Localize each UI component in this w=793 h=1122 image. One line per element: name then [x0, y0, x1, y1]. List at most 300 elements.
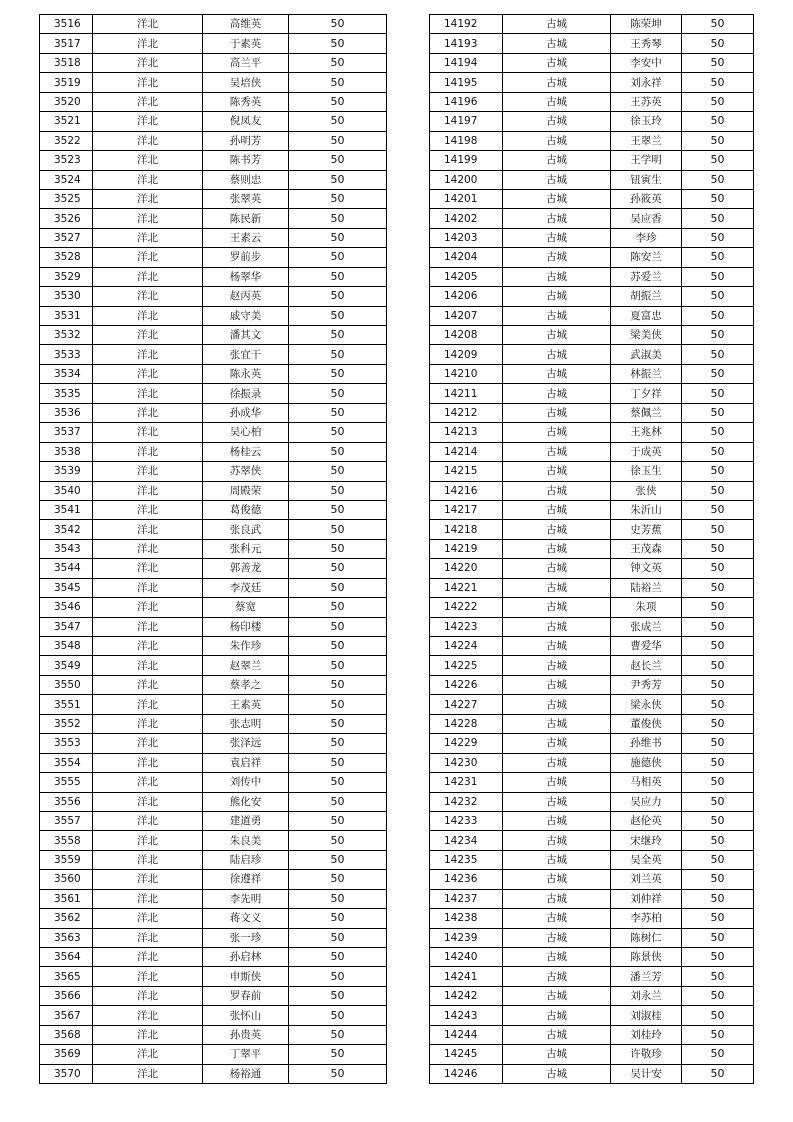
record-id: 14231 [430, 773, 503, 792]
person-name: 杨翠华 [203, 267, 289, 286]
table-row [430, 345, 754, 364]
region-cell: 洋北 [93, 364, 203, 383]
table-row [430, 734, 754, 753]
person-name: 高兰平 [203, 53, 289, 72]
region-cell: 古城 [503, 151, 611, 170]
record-id: 14201 [430, 189, 503, 208]
table-row [40, 909, 387, 928]
record-id: 14196 [430, 92, 503, 111]
record-id: 14202 [430, 209, 503, 228]
table-row [430, 228, 754, 247]
amount-cell: 50 [682, 637, 754, 656]
amount-cell: 50 [682, 364, 754, 383]
person-name: 陈秀英 [203, 92, 289, 111]
region-cell: 古城 [503, 287, 611, 306]
amount-cell: 50 [289, 92, 387, 111]
amount-cell: 50 [682, 811, 754, 830]
amount-cell: 50 [289, 734, 387, 753]
table-row [430, 831, 754, 850]
person-name: 王兆林 [611, 423, 682, 442]
record-id: 14211 [430, 384, 503, 403]
amount-cell: 50 [682, 73, 754, 92]
record-id: 3536 [40, 403, 93, 422]
region-cell: 洋北 [93, 306, 203, 325]
person-name: 王苏英 [611, 92, 682, 111]
region-cell: 古城 [503, 384, 611, 403]
region-cell: 洋北 [93, 928, 203, 947]
table-row [430, 870, 754, 889]
table-row [430, 617, 754, 636]
record-id: 14220 [430, 559, 503, 578]
person-name: 马相英 [611, 773, 682, 792]
record-id: 3518 [40, 53, 93, 72]
person-name: 徐玉玲 [611, 112, 682, 131]
record-id: 14219 [430, 539, 503, 558]
table-row [40, 423, 387, 442]
amount-cell: 50 [682, 442, 754, 461]
table-row [40, 1045, 387, 1064]
amount-cell: 50 [682, 112, 754, 131]
amount-cell: 50 [682, 500, 754, 519]
region-cell: 古城 [503, 520, 611, 539]
table-row [430, 1064, 754, 1083]
record-id: 3559 [40, 850, 93, 869]
person-name: 孙贵英 [203, 1025, 289, 1044]
record-id: 3542 [40, 520, 93, 539]
record-id: 14230 [430, 753, 503, 772]
person-name: 蔡则忠 [203, 170, 289, 189]
record-id: 14205 [430, 267, 503, 286]
table-row [430, 131, 754, 150]
amount-cell: 50 [289, 1006, 387, 1025]
person-name: 朱沂山 [611, 500, 682, 519]
person-name: 刘淑桂 [611, 1006, 682, 1025]
amount-cell: 50 [289, 986, 387, 1005]
amount-cell: 50 [682, 92, 754, 111]
region-cell: 古城 [503, 403, 611, 422]
amount-cell: 50 [682, 403, 754, 422]
region-cell: 洋北 [93, 92, 203, 111]
person-name: 徐玉生 [611, 462, 682, 481]
person-name: 赵丙英 [203, 287, 289, 306]
person-name: 潘兰芳 [611, 967, 682, 986]
table-row [430, 909, 754, 928]
amount-cell: 50 [682, 539, 754, 558]
record-id: 14218 [430, 520, 503, 539]
person-name: 刘传中 [203, 773, 289, 792]
person-name: 孙筱英 [611, 189, 682, 208]
region-cell: 洋北 [93, 384, 203, 403]
person-name: 董俊侠 [611, 714, 682, 733]
amount-cell: 50 [289, 34, 387, 53]
table-row [430, 209, 754, 228]
region-cell: 洋北 [93, 598, 203, 617]
region-cell: 洋北 [93, 34, 203, 53]
region-cell: 洋北 [93, 578, 203, 597]
table-row [40, 306, 387, 325]
table-row [40, 559, 387, 578]
record-id: 3550 [40, 675, 93, 694]
record-id: 14216 [430, 481, 503, 500]
record-id: 3544 [40, 559, 93, 578]
person-name: 吴计安 [611, 1064, 682, 1083]
region-cell: 古城 [503, 695, 611, 714]
record-id: 14215 [430, 462, 503, 481]
region-cell: 洋北 [93, 520, 203, 539]
table-row [430, 986, 754, 1005]
region-cell: 古城 [503, 326, 611, 345]
person-name: 葛俊德 [203, 500, 289, 519]
table-row [430, 850, 754, 869]
table-row [40, 384, 387, 403]
region-cell: 洋北 [93, 287, 203, 306]
amount-cell: 50 [682, 1006, 754, 1025]
record-id: 3516 [40, 15, 93, 34]
record-id: 3535 [40, 384, 93, 403]
table-row [430, 714, 754, 733]
region-cell: 古城 [503, 948, 611, 967]
region-cell: 古城 [503, 909, 611, 928]
record-id: 14207 [430, 306, 503, 325]
record-id: 14244 [430, 1025, 503, 1044]
record-id: 14224 [430, 637, 503, 656]
record-id: 3545 [40, 578, 93, 597]
table-row [40, 637, 387, 656]
table-row [430, 112, 754, 131]
record-id: 3543 [40, 539, 93, 558]
record-id: 14206 [430, 287, 503, 306]
record-id: 3526 [40, 209, 93, 228]
person-name: 张良武 [203, 520, 289, 539]
region-cell: 洋北 [93, 345, 203, 364]
table-row [430, 637, 754, 656]
person-name: 朱项 [611, 598, 682, 617]
table-row [40, 209, 387, 228]
amount-cell: 50 [289, 811, 387, 830]
amount-cell: 50 [289, 559, 387, 578]
person-name: 王学明 [611, 151, 682, 170]
record-id: 3546 [40, 598, 93, 617]
record-id: 3566 [40, 986, 93, 1005]
person-name: 周殿荣 [203, 481, 289, 500]
record-id: 3531 [40, 306, 93, 325]
table-row [430, 675, 754, 694]
record-id: 3548 [40, 637, 93, 656]
record-id: 14242 [430, 986, 503, 1005]
table-row [430, 53, 754, 72]
amount-cell: 50 [289, 384, 387, 403]
record-id: 14204 [430, 248, 503, 267]
region-cell: 古城 [503, 1025, 611, 1044]
amount-cell: 50 [682, 753, 754, 772]
amount-cell: 50 [682, 53, 754, 72]
amount-cell: 50 [289, 500, 387, 519]
person-name: 陆启珍 [203, 850, 289, 869]
amount-cell: 50 [289, 792, 387, 811]
region-cell: 古城 [503, 1064, 611, 1083]
person-name: 王素英 [203, 695, 289, 714]
table-row [40, 326, 387, 345]
person-name: 刘桂玲 [611, 1025, 682, 1044]
person-name: 梁美侠 [611, 326, 682, 345]
record-id: 14210 [430, 364, 503, 383]
table-row [40, 773, 387, 792]
table-row [40, 734, 387, 753]
table-row [40, 889, 387, 908]
amount-cell: 50 [682, 675, 754, 694]
region-cell: 洋北 [93, 481, 203, 500]
table-row [430, 656, 754, 675]
region-cell: 洋北 [93, 734, 203, 753]
region-cell: 洋北 [93, 986, 203, 1005]
region-cell: 古城 [503, 462, 611, 481]
region-cell: 古城 [503, 34, 611, 53]
amount-cell: 50 [289, 656, 387, 675]
table-row [430, 539, 754, 558]
table-row [40, 578, 387, 597]
region-cell: 古城 [503, 656, 611, 675]
amount-cell: 50 [682, 850, 754, 869]
amount-cell: 50 [289, 889, 387, 908]
person-name: 陈书芳 [203, 151, 289, 170]
amount-cell: 50 [682, 773, 754, 792]
region-cell: 古城 [503, 423, 611, 442]
table-row [40, 34, 387, 53]
amount-cell: 50 [682, 423, 754, 442]
record-id: 3528 [40, 248, 93, 267]
left-table [39, 14, 387, 1084]
person-name: 史芳蕉 [611, 520, 682, 539]
person-name: 王秀琴 [611, 34, 682, 53]
person-name: 申斯侠 [203, 967, 289, 986]
table-row [430, 267, 754, 286]
person-name: 罗春前 [203, 986, 289, 1005]
record-id: 14212 [430, 403, 503, 422]
amount-cell: 50 [289, 909, 387, 928]
record-id: 3541 [40, 500, 93, 519]
person-name: 夏富忠 [611, 306, 682, 325]
table-row [40, 986, 387, 1005]
record-id: 14241 [430, 967, 503, 986]
record-id: 14234 [430, 831, 503, 850]
amount-cell: 50 [682, 209, 754, 228]
region-cell: 洋北 [93, 675, 203, 694]
amount-cell: 50 [289, 15, 387, 34]
record-id: 14229 [430, 734, 503, 753]
region-cell: 古城 [503, 481, 611, 500]
person-name: 陆裕兰 [611, 578, 682, 597]
record-id: 3556 [40, 792, 93, 811]
person-name: 倪凤友 [203, 112, 289, 131]
amount-cell: 50 [682, 695, 754, 714]
amount-cell: 50 [682, 928, 754, 947]
table-row [40, 53, 387, 72]
region-cell: 古城 [503, 53, 611, 72]
record-id: 14209 [430, 345, 503, 364]
amount-cell: 50 [682, 462, 754, 481]
amount-cell: 50 [289, 1045, 387, 1064]
record-id: 14243 [430, 1006, 503, 1025]
amount-cell: 50 [682, 170, 754, 189]
record-id: 3563 [40, 928, 93, 947]
person-name: 郭善龙 [203, 559, 289, 578]
table-row [40, 442, 387, 461]
table-row [430, 598, 754, 617]
record-id: 3552 [40, 714, 93, 733]
person-name: 建道勇 [203, 811, 289, 830]
person-name: 曹爱华 [611, 637, 682, 656]
region-cell: 洋北 [93, 695, 203, 714]
table-row [430, 792, 754, 811]
table-row [40, 500, 387, 519]
person-name: 戚守美 [203, 306, 289, 325]
record-id: 3568 [40, 1025, 93, 1044]
table-row [40, 73, 387, 92]
amount-cell: 50 [289, 267, 387, 286]
amount-cell: 50 [289, 870, 387, 889]
table-row [40, 15, 387, 34]
table-row [430, 948, 754, 967]
record-id: 3532 [40, 326, 93, 345]
region-cell: 洋北 [93, 617, 203, 636]
amount-cell: 50 [289, 539, 387, 558]
table-row [40, 462, 387, 481]
record-id: 3549 [40, 656, 93, 675]
region-cell: 洋北 [93, 267, 203, 286]
region-cell: 洋北 [93, 73, 203, 92]
person-name: 孙维书 [611, 734, 682, 753]
region-cell: 洋北 [93, 811, 203, 830]
person-name: 武淑美 [611, 345, 682, 364]
amount-cell: 50 [289, 1025, 387, 1044]
amount-cell: 50 [682, 578, 754, 597]
region-cell: 洋北 [93, 1064, 203, 1083]
table-row [430, 306, 754, 325]
record-id: 3524 [40, 170, 93, 189]
record-id: 3537 [40, 423, 93, 442]
record-id: 3565 [40, 967, 93, 986]
amount-cell: 50 [682, 656, 754, 675]
amount-cell: 50 [682, 948, 754, 967]
table-row [40, 675, 387, 694]
table-row [40, 948, 387, 967]
person-name: 蔡孝之 [203, 675, 289, 694]
record-id: 3534 [40, 364, 93, 383]
region-cell: 古城 [503, 1045, 611, 1064]
amount-cell: 50 [289, 248, 387, 267]
region-cell: 古城 [503, 500, 611, 519]
amount-cell: 50 [289, 306, 387, 325]
record-id: 14213 [430, 423, 503, 442]
region-cell: 洋北 [93, 967, 203, 986]
region-cell: 洋北 [93, 500, 203, 519]
person-name: 丁翠平 [203, 1045, 289, 1064]
region-cell: 洋北 [93, 403, 203, 422]
table-row [430, 364, 754, 383]
amount-cell: 50 [682, 248, 754, 267]
table-row [430, 773, 754, 792]
record-id: 3570 [40, 1064, 93, 1083]
person-name: 高维英 [203, 15, 289, 34]
table-row [430, 928, 754, 947]
region-cell: 洋北 [93, 442, 203, 461]
record-id: 14192 [430, 15, 503, 34]
table-row [430, 248, 754, 267]
region-cell: 古城 [503, 170, 611, 189]
amount-cell: 50 [289, 228, 387, 247]
person-name: 陈树仁 [611, 928, 682, 947]
person-name: 梁永侠 [611, 695, 682, 714]
region-cell: 古城 [503, 773, 611, 792]
region-cell: 洋北 [93, 637, 203, 656]
region-cell: 古城 [503, 792, 611, 811]
person-name: 蔡宽 [203, 598, 289, 617]
table-row [40, 364, 387, 383]
region-cell: 古城 [503, 967, 611, 986]
table-row [40, 967, 387, 986]
region-cell: 古城 [503, 539, 611, 558]
person-name: 张侠 [611, 481, 682, 500]
amount-cell: 50 [682, 1025, 754, 1044]
region-cell: 古城 [503, 112, 611, 131]
record-id: 3517 [40, 34, 93, 53]
table-row [430, 520, 754, 539]
table-row [40, 1006, 387, 1025]
amount-cell: 50 [682, 131, 754, 150]
record-id: 3554 [40, 753, 93, 772]
record-id: 14235 [430, 850, 503, 869]
region-cell: 洋北 [93, 539, 203, 558]
region-cell: 古城 [503, 442, 611, 461]
person-name: 朱良美 [203, 831, 289, 850]
region-cell: 洋北 [93, 228, 203, 247]
record-id: 14193 [430, 34, 503, 53]
amount-cell: 50 [289, 53, 387, 72]
amount-cell: 50 [289, 151, 387, 170]
region-cell: 古城 [503, 831, 611, 850]
region-cell: 洋北 [93, 714, 203, 733]
amount-cell: 50 [682, 267, 754, 286]
region-cell: 洋北 [93, 151, 203, 170]
region-cell: 古城 [503, 228, 611, 247]
record-id: 14217 [430, 500, 503, 519]
region-cell: 洋北 [93, 131, 203, 150]
person-name: 施德侠 [611, 753, 682, 772]
region-cell: 古城 [503, 559, 611, 578]
record-id: 14228 [430, 714, 503, 733]
table-row [40, 403, 387, 422]
amount-cell: 50 [289, 326, 387, 345]
amount-cell: 50 [682, 870, 754, 889]
table-row [40, 345, 387, 364]
amount-cell: 50 [682, 1064, 754, 1083]
person-name: 李安中 [611, 53, 682, 72]
table-row [40, 189, 387, 208]
record-id: 3557 [40, 811, 93, 830]
region-cell: 洋北 [93, 792, 203, 811]
record-id: 14222 [430, 598, 503, 617]
amount-cell: 50 [682, 384, 754, 403]
amount-cell: 50 [289, 520, 387, 539]
person-name: 张科元 [203, 539, 289, 558]
amount-cell: 50 [289, 850, 387, 869]
region-cell: 古城 [503, 73, 611, 92]
person-name: 杨桂云 [203, 442, 289, 461]
amount-cell: 50 [289, 442, 387, 461]
record-id: 14200 [430, 170, 503, 189]
person-name: 杨裕通 [203, 1064, 289, 1083]
record-id: 3558 [40, 831, 93, 850]
